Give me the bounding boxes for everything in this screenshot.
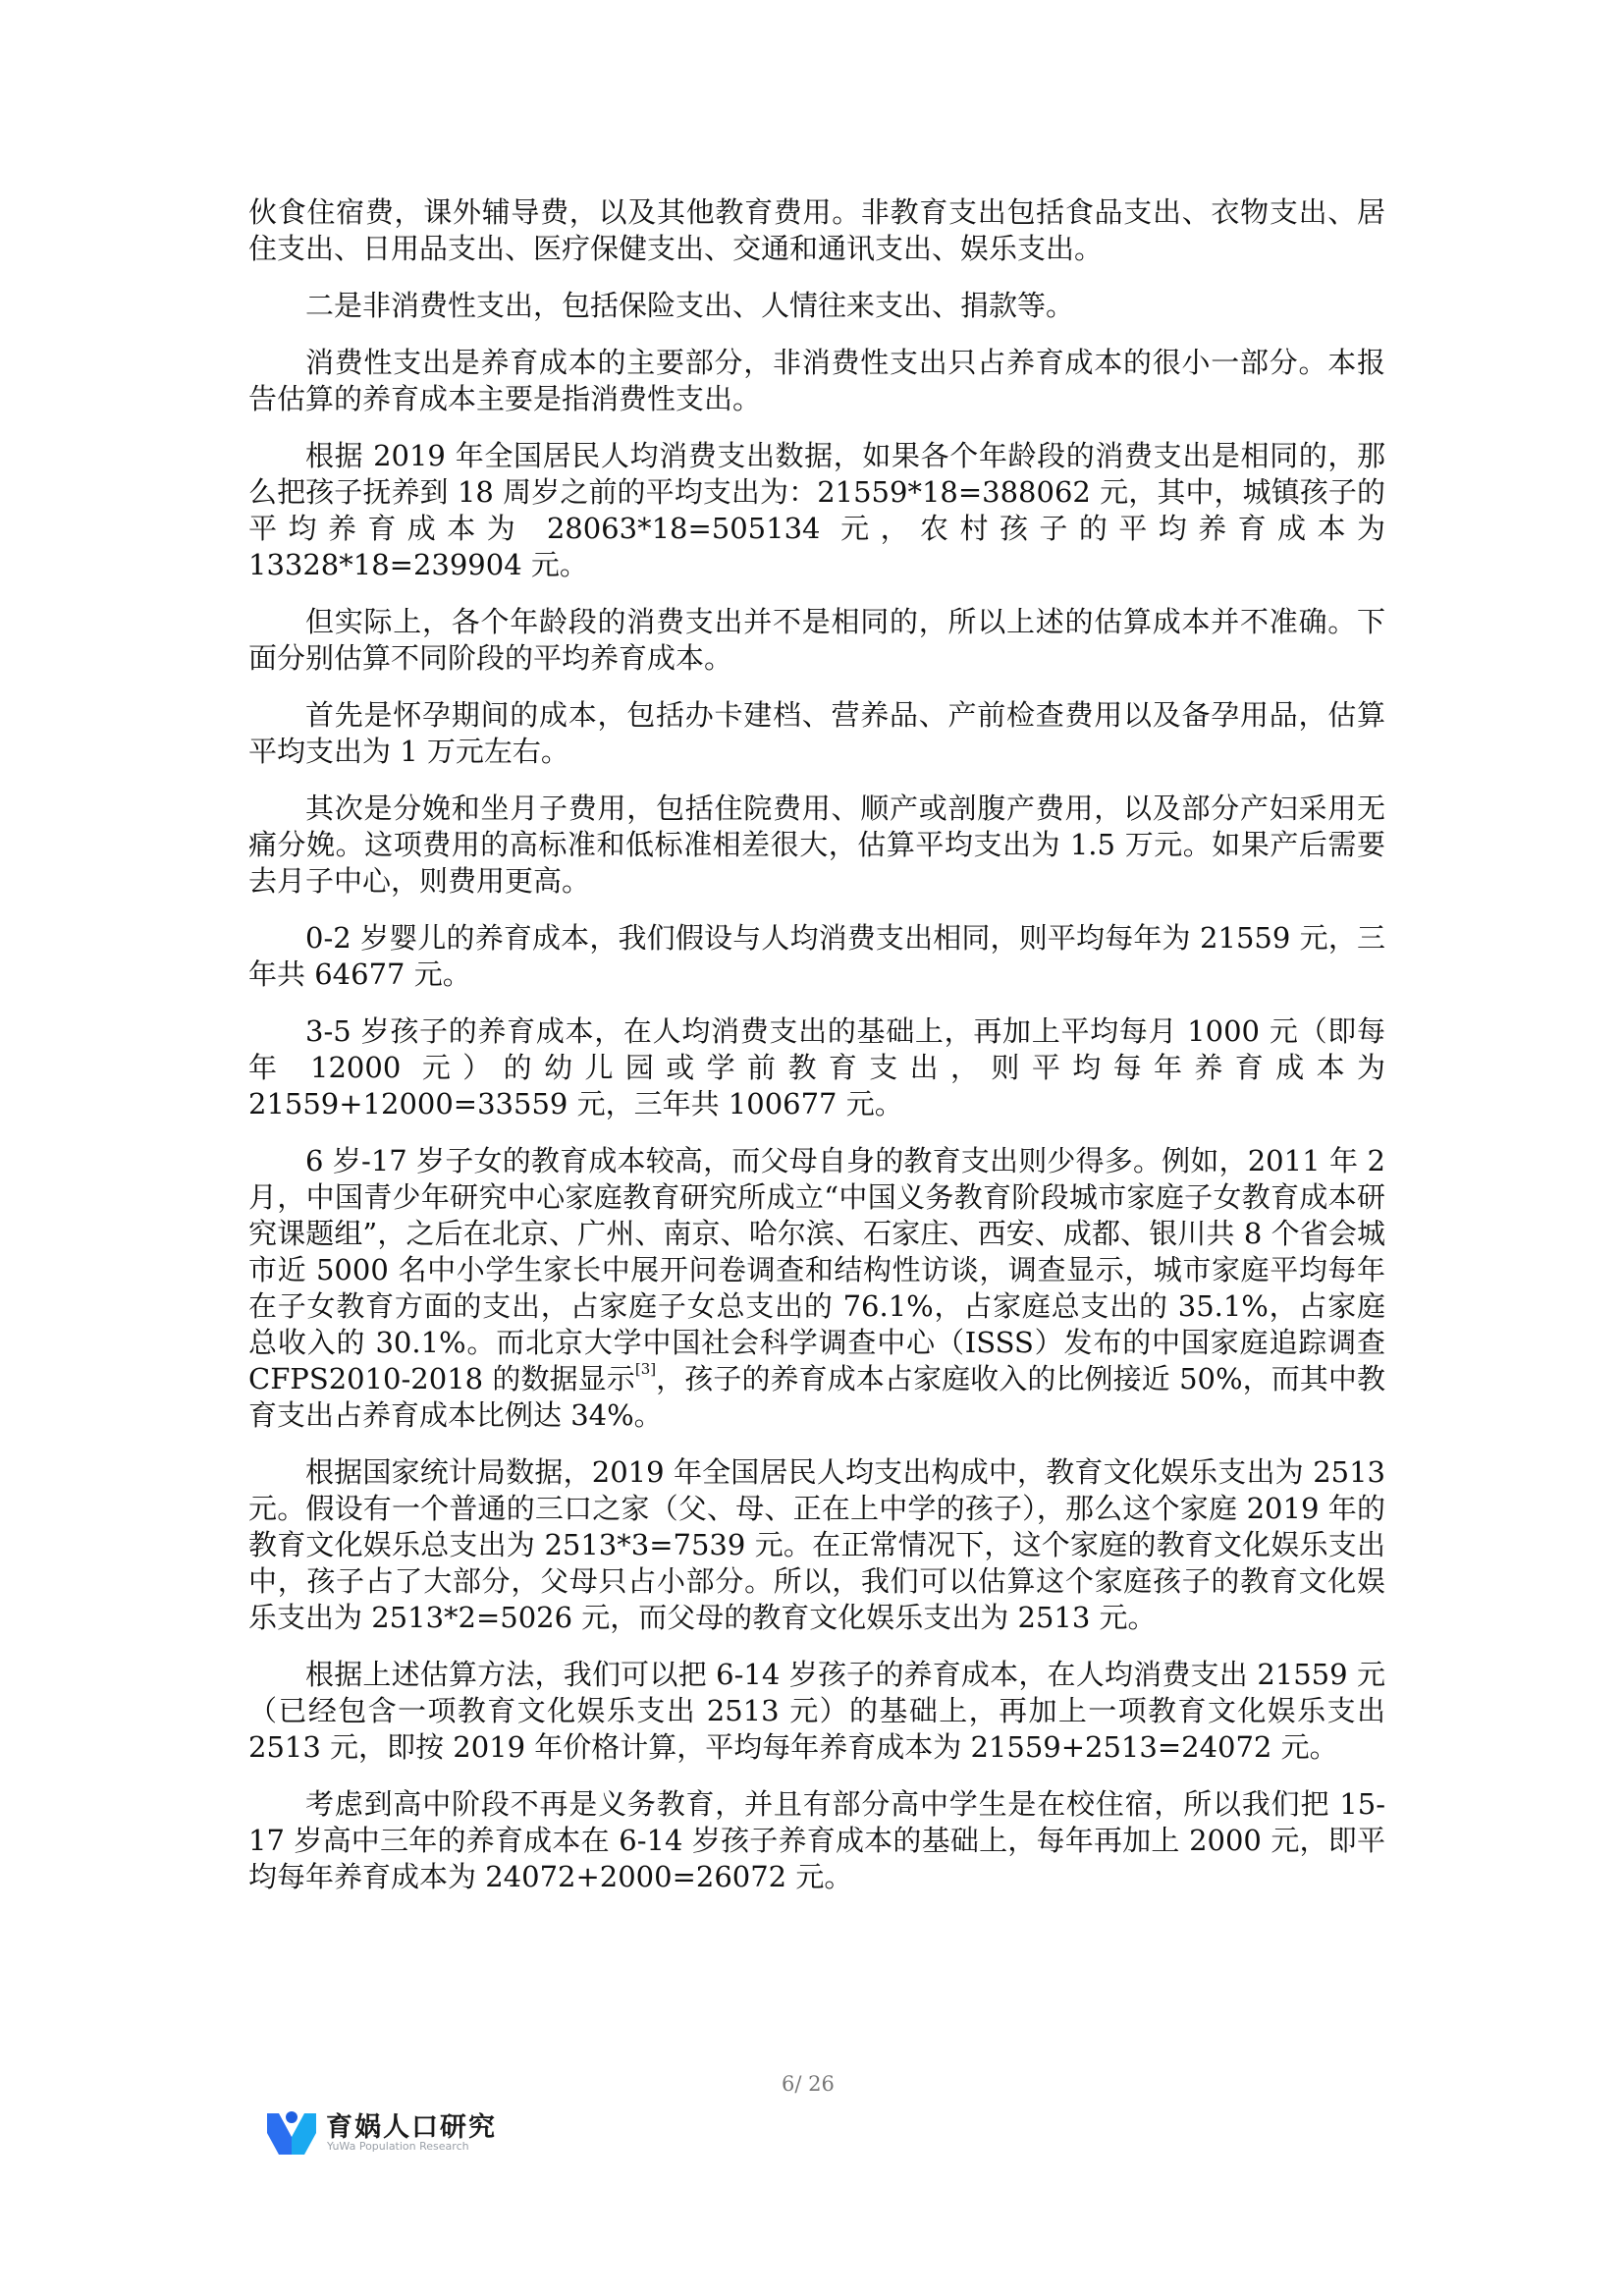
paragraph-stage-estimates: 但实际上，各个年龄段的消费支出并不是相同的，所以上述的估算成本并不准确。下面分别估算不同阶段的平均养育成本。	[248, 605, 1385, 675]
paragraph-continuation: 伙食住宿费，课外辅导费，以及其他教育费用。非教育支出包括食品支出、衣物支出、居住支出、日用品支出、医疗保健支出、交通和通讯支出、娱乐支出。	[248, 195, 1385, 265]
footer-logo	[265, 2104, 520, 2162]
logo-title: 育娲人口研究	[326, 2112, 497, 2143]
page-number: 6/ 26	[782, 2072, 835, 2096]
logo-subtitle: YuWa Population Research	[327, 2140, 469, 2153]
yuwa-logo-icon	[265, 2107, 318, 2157]
paragraph-2019-average: 根据 2019 年全国居民人均消费支出数据，如果各个年龄段的消费支出是相同的，那么把孩子抚养到 18 周岁之前的平均支出为：21559*18=388062 元，其中，城镇孩子的平均养育成本为 28063*18=505134 元，农村孩子的平均养育成本为 13328*18=239904 元。	[248, 439, 1385, 581]
paragraph-consumption-share: 消费性支出是养育成本的主要部分，非消费性支出只占养育成本的很小一部分。本报告估算的养育成本主要是指消费性支出。	[248, 346, 1385, 415]
citation-ref: [3]	[634, 1360, 657, 1379]
document-body	[248, 194, 1385, 1916]
logo-dot	[286, 2111, 297, 2123]
paragraph-pregnancy-cost: 首先是怀孕期间的成本，包括办卡建档、营养品、产前检查费用以及备孕用品，估算平均支出为 1 万元左右。	[248, 698, 1385, 768]
paragraph-culture-spending: 根据国家统计局数据，2019 年全国居民人均支出构成中，教育文化娱乐支出为 2513 元。假设有一个普通的三口之家（父、母、正在上中学的孩子），那么这个家庭 2019 年的教育文化娱乐总支出为 2513*3=7539 元。在正常情况下，这个家庭的教育文化娱乐支出中，孩子占了大部分，父母只占小部分。所以，我们可以估算这个家庭孩子的教育文化娱乐支出为 2513*2=5026 元，而父母的教育文化娱乐支出为 2513 元。	[248, 1455, 1385, 1634]
paragraph-infant-cost: 0-2 岁婴儿的养育成本，我们假设与人均消费支出相同，则平均每年为 21559 元，三年共 64677 元。	[248, 921, 1385, 991]
paragraph-education-survey	[248, 1143, 1385, 1434]
paragraph-highschool-cost: 考虑到高中阶段不再是义务教育，并且有部分高中学生是在校住宿，所以我们把 15-17 岁高中三年的养育成本在 6-14 岁孩子养育成本的基础上，每年再加上 2000 元，即平均每年养育成本为 24072+2000=26072 元。	[248, 1787, 1385, 1893]
survey-text: 6 岁-17 岁子女的教育成本较高，而父母自身的教育支出则少得多。例如，2011 年 2 月，中国青少年研究中心家庭教育研究所成立“中国义务教育阶段城市家庭子女教育成本研究课题组”，之后在北京、广州、南京、哈尔滨、石家庄、西安、成都、银川共 8 个省会城市近 5000 名中小学生家长中展开问卷调查和结构性访谈，调查显示，城市家庭平均每年在子女教育方面的支出，占家庭子女总支出的 76.1%，占家庭总支出的 35.1%，占家庭总收入的 30.1%。而北京大学中国社会科学调查中心（ISSS）发布的中国家庭追踪调查 CFPS2010-2018 的数据显示	[248, 1144, 1385, 1395]
paragraph-non-consumption: 二是非消费性支出，包括保险支出、人情往来支出、捐款等。	[305, 289, 1075, 322]
paragraph-delivery-cost: 其次是分娩和坐月子费用，包括住院费用、顺产或剖腹产费用，以及部分产妇采用无痛分娩。这项费用的高标准和低标准相差很大，估算平均支出为 1.5 万元。如果产后需要去月子中心，则费用更高。	[248, 792, 1385, 898]
paragraph-compulsory-cost: 根据上述估算方法，我们可以把 6-14 岁孩子的养育成本，在人均消费支出 21559 元（已经包含一项教育文化娱乐支出 2513 元）的基础上，再加上一项教育文化娱乐支出 2513 元，即按 2019 年价格计算，平均每年养育成本为 21559+2513=24072 元。	[248, 1658, 1385, 1764]
survey-text-after: ，孩子的养育成本占家庭收入的比例接近 50%，而其中教育支出占养育成本比例达 34%。	[248, 1362, 1385, 1432]
paragraph-preschool-cost: 3-5 岁孩子的养育成本，在人均消费支出的基础上，再加上平均每月 1000 元（即每年 12000 元）的幼儿园或学前教育支出，则平均每年养育成本为 21559+12000=33559 元，三年共 100677 元。	[248, 1014, 1385, 1121]
